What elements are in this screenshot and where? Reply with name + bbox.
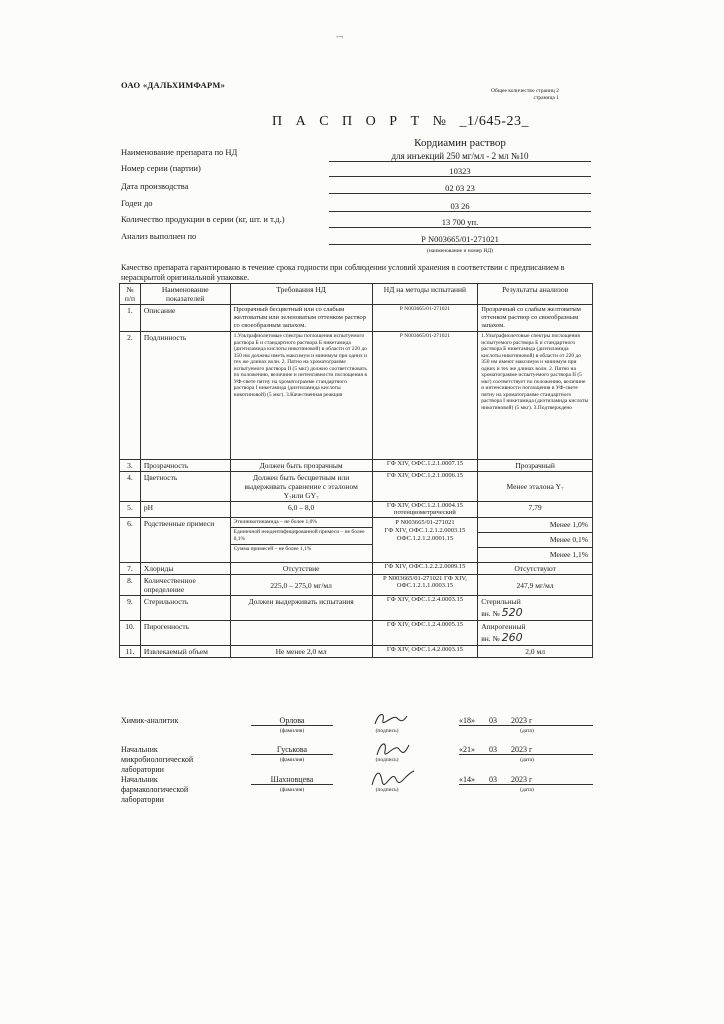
row-result: Менее эталона Y₇ [478, 472, 593, 502]
signature-block-chemist [121, 716, 591, 746]
result-internal-number [481, 606, 589, 619]
signer-name: Шахновцева [251, 775, 333, 785]
quantity-row [121, 214, 581, 232]
table-row [120, 460, 593, 472]
row-num: 3. [120, 460, 141, 472]
header-method: НД на методы испытаний [372, 284, 478, 305]
table-header-row [120, 284, 593, 305]
passport-title [272, 114, 529, 130]
row-result [478, 518, 593, 563]
row-result: Отсутствуют [478, 563, 593, 575]
row-indicator: Количественное определение [140, 575, 230, 596]
sub-method: ОФС.1.2.1.2.0001.15 [396, 535, 454, 542]
row-requirement: 1.Ультрафиолетовые спектры поглощения испытуемого раствора Б и стандартного раствора Б никетамида (диэтиламида кислоты никотиновой) в области от 220 до 350 нм должны иметь максимум и минимум при одних и тех же длинах волн. 2. Пятно на хроматограмме испытуемого раствора II (5 мкг) должно соответствовать по положению, величине и интенсивности поглощения в УФ-свете пятну на хроматограмме стандартного раствора I никетамида (диэтиламида кислоты никотиновой) (5 мкг). 3.Качественная реакция [230, 332, 372, 460]
date-caption: (дата) [520, 757, 534, 763]
row-num: 8. [120, 575, 141, 596]
row-indicator: Цветность [140, 472, 230, 502]
table-row [120, 305, 593, 332]
row-requirement [230, 518, 372, 563]
row-requirement: Прозрачный бесцветный или со слабым желтоватым или зеленоватым оттенком раствор со своеобразным запахом. [230, 305, 372, 332]
production-value: 02 03 23 [329, 183, 591, 194]
row-method: ГФ XIV, ОФС.1.2.4.0003.15 [372, 596, 478, 621]
table-row [120, 518, 593, 563]
row-num: 11. [120, 646, 141, 658]
row-indicator: pH [140, 502, 230, 518]
signer-role: Начальник фармакологической лаборатории [121, 775, 189, 804]
quantity-label: Количество продукции в серии (кг, шт. и т.д.) [121, 214, 285, 224]
row-method: ГФ XIV, ОФС.1.2.2.2.0009.15 [372, 563, 478, 575]
table-row [120, 621, 593, 646]
row-num: 1. [120, 305, 141, 332]
sub-result: Менее 1,1% [549, 550, 588, 559]
row-indicator: Пирогенность [140, 621, 230, 646]
row-indicator: Извлекаемый объем [140, 646, 230, 658]
passport-number: _1/645-23_ [459, 114, 530, 129]
row-method: Р N003665/01-271021 ГФ XIV, ОФС.1.2.1.1.0003.15 [372, 575, 478, 596]
sign-date [459, 775, 593, 785]
page-counter [491, 88, 559, 102]
row-method [372, 518, 478, 563]
drug-label: Наименование препарата по НД [121, 147, 238, 157]
date-caption: (дата) [520, 787, 534, 793]
row-result: 7,79 [478, 502, 593, 518]
row-indicator: Родственные примеси [140, 518, 230, 563]
row-method: ГФ XIV, ОФС.1.2.1.0004.15 потенциометрический [372, 502, 478, 518]
analysis-note: (наименование и номер НД) [427, 248, 493, 254]
row-result [478, 596, 593, 621]
table-row [120, 332, 593, 460]
row-method: Р N003665/01-271021 [372, 305, 478, 332]
sub-result: Менее 0,1% [478, 533, 592, 548]
row-result: 247,9 мг/мл [478, 575, 593, 596]
internal-number-handwritten: 260 [501, 631, 523, 644]
sub-requirement: Единичной неидентифицированной примеси – не более 0,1% [231, 528, 372, 545]
row-result [478, 621, 593, 646]
production-label: Дата производства [121, 181, 189, 191]
row-method: Р N003665/01-271021 [372, 332, 478, 460]
production-row [121, 181, 581, 199]
top-mark: -¬ [336, 32, 344, 41]
analysis-row [121, 231, 581, 254]
row-num: 2. [120, 332, 141, 460]
signature-block-microbio [121, 745, 591, 775]
drug-name-line2: для инъекций 250 мг/мл - 2 мл №10 [329, 151, 591, 162]
expiry-label: Годен до [121, 198, 153, 208]
date-year: 2023 г [511, 775, 533, 784]
sign-date [459, 745, 593, 755]
header-num: № п/п [120, 284, 141, 305]
date-month: 03 [489, 775, 497, 784]
sub-requirement: Сумма примесей – не более 1,1% [233, 546, 312, 552]
title-prefix: П А С П О Р Т № [272, 114, 451, 129]
date-day: «18» [459, 716, 475, 725]
signature-image [371, 710, 411, 730]
table-row [120, 563, 593, 575]
date-year: 2023 г [511, 716, 533, 725]
date-day: «14» [459, 775, 475, 784]
signature-caption: (подпись) [375, 787, 399, 793]
drug-name-line1: Кордиамин раствор [414, 137, 506, 149]
row-requirement: Не менее 2,0 мл [230, 646, 372, 658]
table-row [120, 596, 593, 621]
row-num: 9. [120, 596, 141, 621]
row-result: 1.Ультрафиолетовые спектры поглощения испытуемого раствора Б и стандартного раствора Б никетамида (диэтиламида кислоты никотиновой) в области от 220 до 350 нм имеют максимум и минимум при одних и тех же длинах волн. 2. Пятно на хроматограмме испытуемого раствора II (5 мкг) соответствует по положению, величине и интенсивности поглощения в УФ-свете пятну на хроматограмме стандартного раствора I никетамида (диэтиламида кислоты никотиновой) (5 мкг). 3.Подтверждено [478, 332, 593, 460]
row-indicator: Прозрачность [140, 460, 230, 472]
sub-result: Менее 1,0% [478, 518, 592, 533]
signature-caption: (подпись) [375, 757, 399, 763]
analysis-label: Анализ выполнен по [121, 231, 197, 241]
row-requirement: Должен выдерживать испытания [230, 596, 372, 621]
row-num: 7. [120, 563, 141, 575]
table-row [120, 646, 593, 658]
row-requirement: Должен быть бесцветным или выдерживать сравнение с эталоном Y₇или GY₇ [230, 472, 372, 502]
date-month: 03 [489, 745, 497, 754]
header-result: Результаты анализов [478, 284, 593, 305]
analysis-value: Р N003665/01-271021 [329, 234, 591, 245]
internal-number-handwritten: 520 [501, 606, 523, 619]
row-requirement: 225,0 – 275,0 мг/мл [230, 575, 372, 596]
signer-name: Гуськова [251, 745, 333, 755]
internal-number-label: вн. № [481, 609, 500, 618]
expiry-value: 03 26 [329, 201, 591, 212]
signer-role: Химик-аналитик [121, 716, 179, 725]
row-indicator: Хлориды [140, 563, 230, 575]
table-row [120, 575, 593, 596]
row-num: 4. [120, 472, 141, 502]
series-label: Номер серии (партии) [121, 163, 201, 173]
quantity-value: 13 700 уп. [329, 217, 591, 228]
series-value: 10323 [329, 166, 591, 177]
sub-method: ГФ XIV, ОФС.1.2.1.2.0003.15 [384, 527, 466, 534]
row-requirement: Отсутствие [230, 563, 372, 575]
row-method: ГФ XIV, ОФС.1.2.4.0005.15 [372, 621, 478, 646]
signer-name: Орлова [251, 716, 333, 726]
pages-total: Общее количество страниц 2 [491, 88, 559, 94]
signature-block-pharma [121, 775, 591, 805]
signer-role: Начальник микробиологической лаборатории [121, 745, 194, 774]
date-caption: (дата) [520, 728, 534, 734]
signature-caption: (подпись) [375, 728, 399, 734]
date-year: 2023 г [511, 745, 533, 754]
spec-table [119, 283, 593, 658]
series-row [121, 163, 581, 181]
date-day: «21» [459, 745, 475, 754]
row-num: 6. [120, 518, 141, 563]
sign-date [459, 716, 593, 726]
pages-current: страница 1 [533, 95, 559, 101]
row-indicator: Стерильность [140, 596, 230, 621]
result-status: Стерильный [481, 597, 521, 606]
row-method: ГФ XIV, ОФС.1.2.1.0006.15 [372, 472, 478, 502]
internal-number-label: вн. № [481, 634, 500, 643]
row-requirement [230, 621, 372, 646]
row-result: Прозрачный [478, 460, 593, 472]
row-requirement: 6,0 – 8,0 [230, 502, 372, 518]
name-caption: (фамилия) [279, 757, 305, 763]
sub-requirement: Этилникотинамида – не более 1,0% [231, 518, 372, 528]
header-requirement: Требования НД [230, 284, 372, 305]
header-indicator: Наименование показателей [140, 284, 230, 305]
row-indicator: Подлинность [140, 332, 230, 460]
result-status: Апирогенный [481, 622, 526, 631]
name-caption: (фамилия) [279, 787, 305, 793]
result-internal-number [481, 631, 589, 644]
row-result: Прозрачный со слабым желтоватым оттенком раствор со своеобразным запахом. [478, 305, 593, 332]
name-caption: (фамилия) [279, 728, 305, 734]
table-row [120, 502, 593, 518]
row-method: ГФ XIV, ОФС.1.2.1.0007.15 [372, 460, 478, 472]
row-requirement: Должен быть прозрачным [230, 460, 372, 472]
row-method: ГФ XIV, ОФС.1.4.2.0003.15 [372, 646, 478, 658]
table-row [120, 472, 593, 502]
intro-text: Качество препарата гарантировано в течение срока годности при соблюдении условий хранения в соответствии с предписанием в нераскрытой оригинальной упаковке. [121, 263, 565, 282]
row-num: 5. [120, 502, 141, 518]
sub-method: Р N003665/01-271021 [395, 519, 455, 526]
row-indicator: Описание [140, 305, 230, 332]
date-month: 03 [489, 716, 497, 725]
row-num: 10. [120, 621, 141, 646]
row-result: 2,0 мл [478, 646, 593, 658]
company-name: ОАО «ДАЛЬХИМФАРМ» [121, 80, 226, 90]
